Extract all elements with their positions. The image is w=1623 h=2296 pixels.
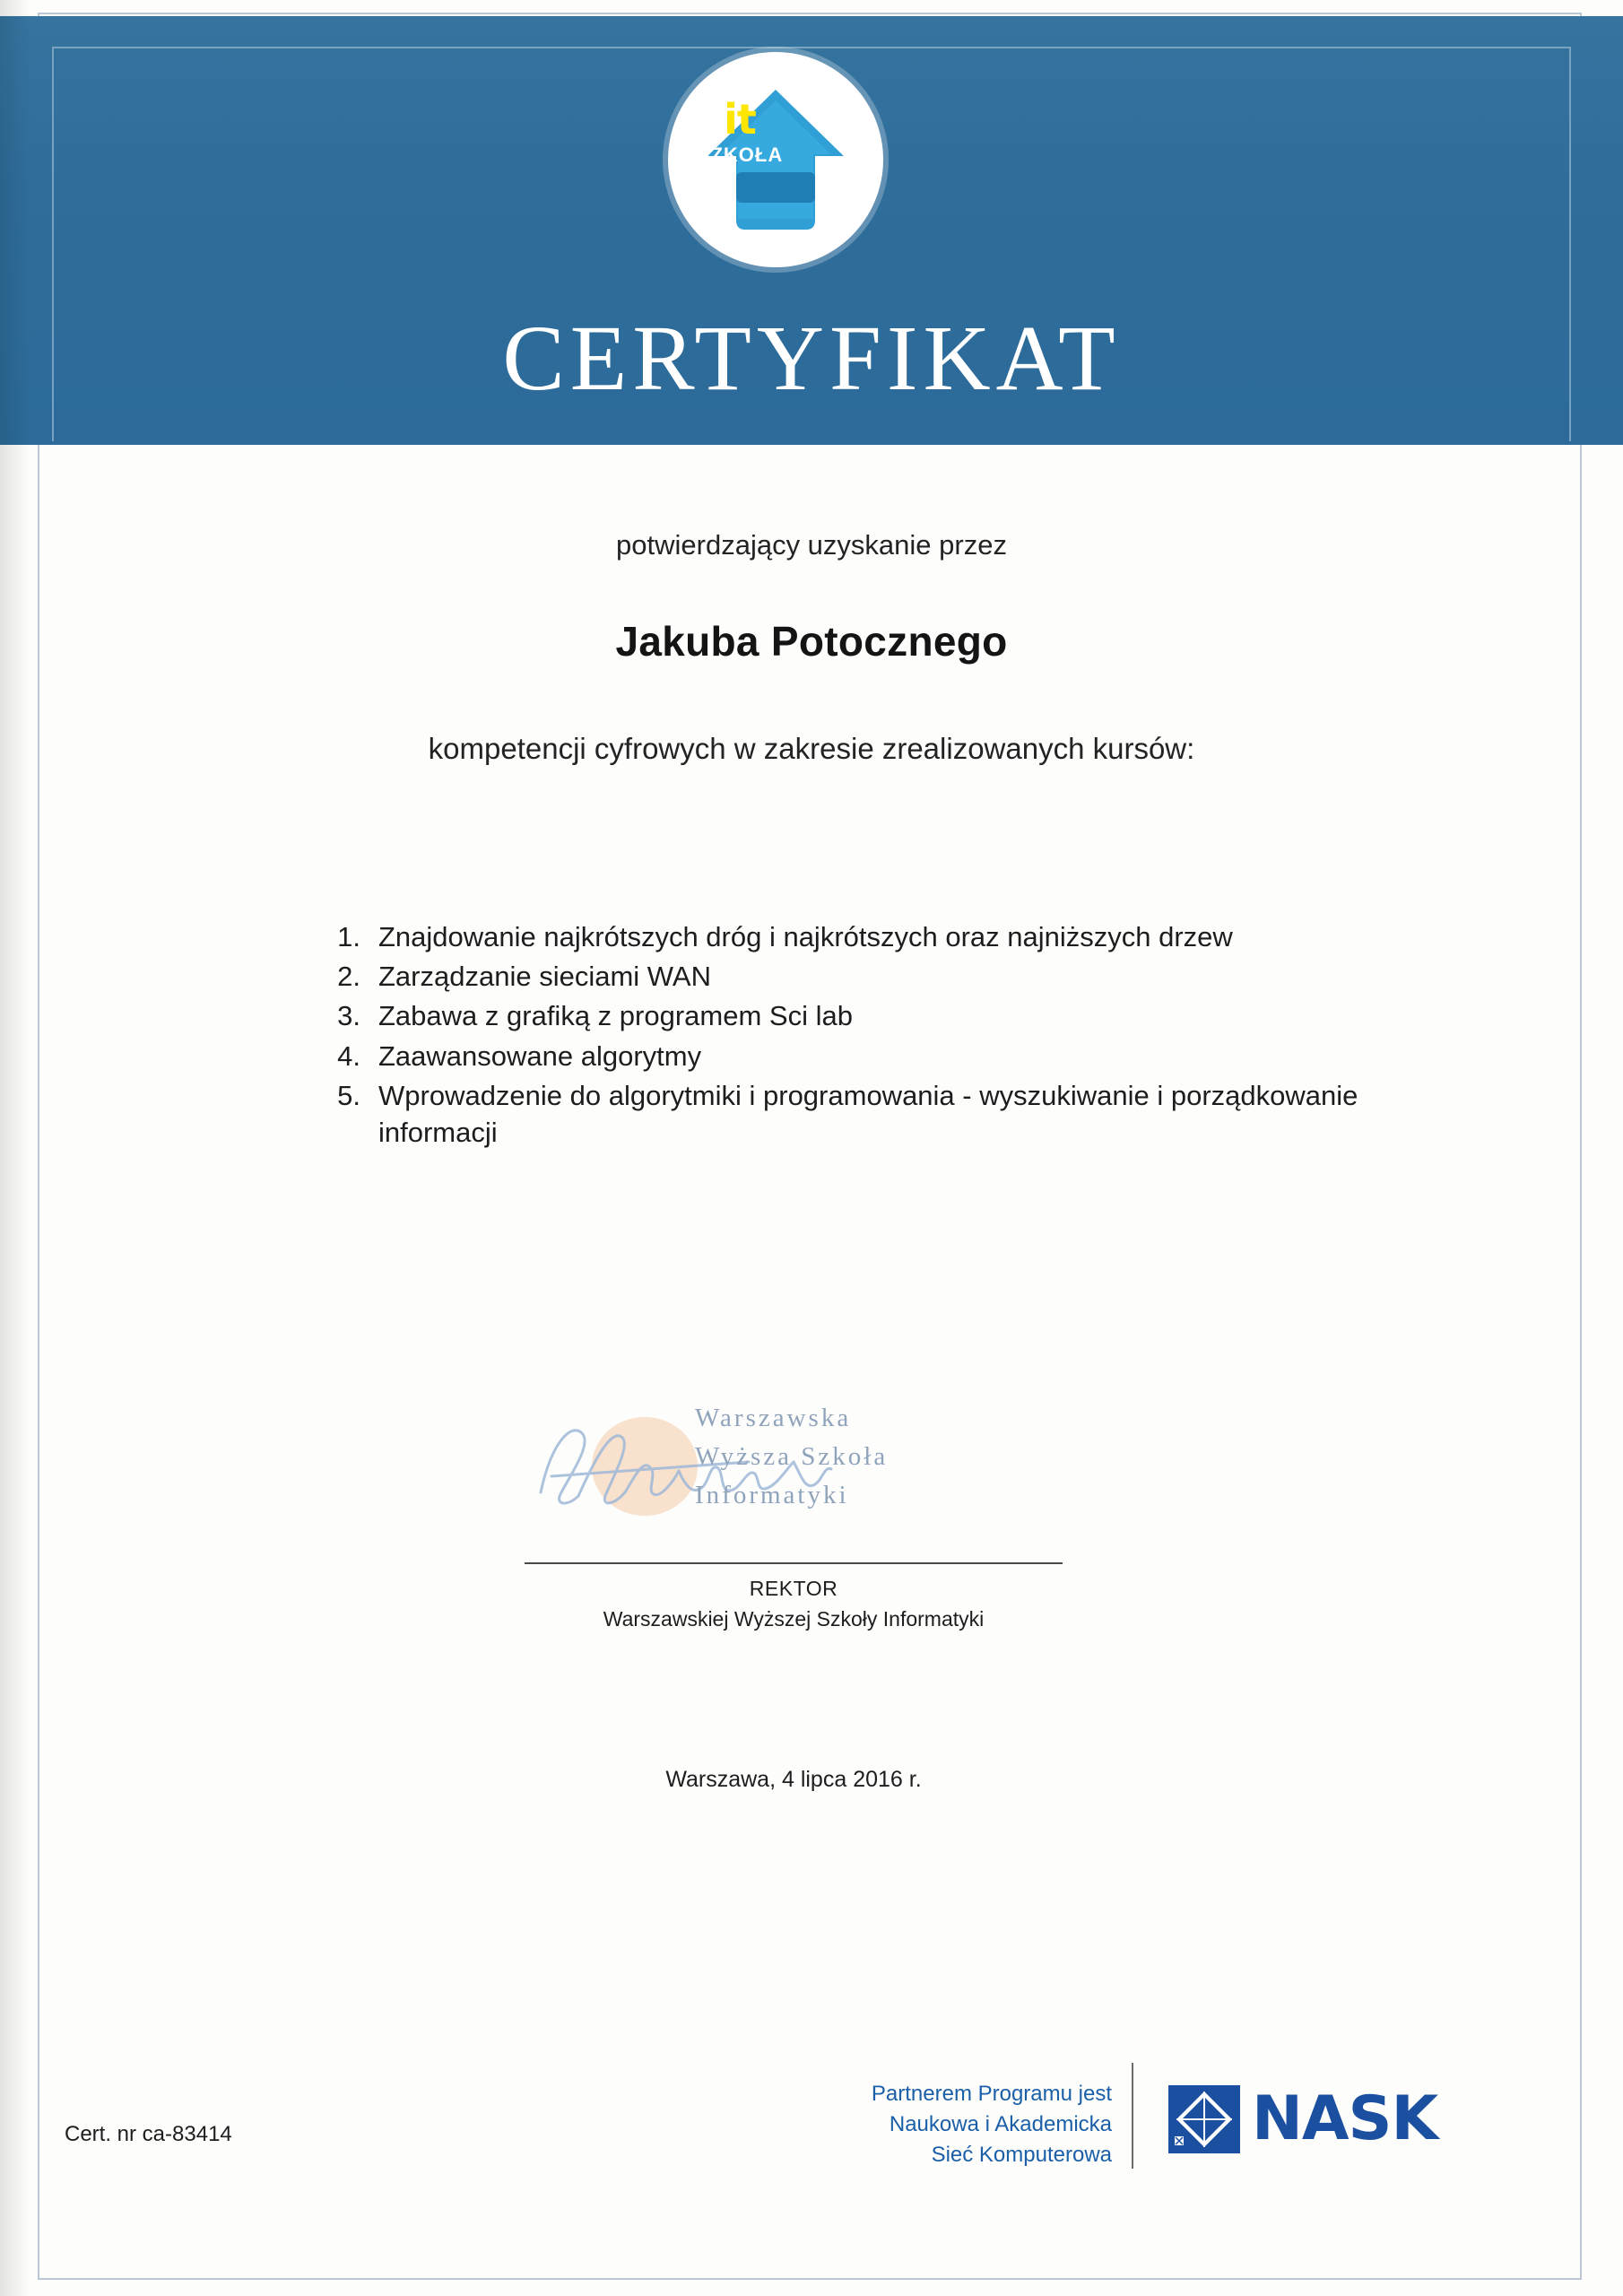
- list-item: [314, 958, 1497, 995]
- certificate-header: [0, 16, 1623, 445]
- intro-line: potwierdzający uzyskanie przez: [616, 529, 1007, 561]
- course-number: 4.: [337, 1039, 360, 1072]
- signatory-role: REKTOR: [749, 1577, 838, 1600]
- list-item: [314, 1077, 1497, 1151]
- course-title: Zarządzanie sieciami WAN: [378, 961, 711, 993]
- scope-line: kompetencji cyfrowych w zakresie zrealizowanych kursów:: [428, 732, 1195, 765]
- partner-line-3: Sieć Komputerowa: [931, 2143, 1112, 2168]
- list-item: [314, 997, 1497, 1034]
- nask-wordmark: NASK: [1252, 2083, 1438, 2154]
- signature-rule: [525, 1562, 1063, 1564]
- course-number: 2.: [337, 961, 360, 993]
- certificate-number: Cert. nr ca-83414: [65, 2122, 232, 2146]
- course-title: Zabawa z grafiką z programem Sci lab: [378, 1000, 853, 1032]
- logo-it-text: it: [724, 95, 756, 144]
- footer-divider: [1132, 2063, 1133, 2169]
- place-and-date: Warszawa, 4 lipca 2016 r.: [665, 1767, 922, 1792]
- logo-szkola-text: SZKOŁA: [696, 144, 784, 166]
- certificate-body: [0, 445, 1623, 1153]
- course-title: Znajdowanie najkrótszych dróg i najkrótszych oraz najniższych drzew: [378, 921, 1233, 952]
- list-item: [314, 1038, 1497, 1074]
- wwsi-line-2: Wyższa Szkoła: [695, 1441, 889, 1471]
- recipient-name: Jakuba Potocznego: [615, 618, 1008, 665]
- wwsi-watermark: [695, 1399, 1054, 1515]
- course-list: [314, 918, 1497, 1151]
- course-number: 5.: [337, 1079, 360, 1111]
- wwsi-line-3: Informatyki: [695, 1480, 849, 1509]
- list-item: [314, 918, 1497, 955]
- wwsi-line-1: Warszawska: [695, 1404, 852, 1432]
- course-number: 1.: [337, 921, 360, 952]
- course-number: 3.: [337, 1000, 360, 1032]
- partner-text: [789, 2079, 1112, 2170]
- signatory-organisation: Warszawskiej Wyższej Szkoły Informatyki: [603, 1607, 985, 1631]
- course-title: Wprowadzenie do algorytmiki i programowania - wyszukiwanie i porządkowanie informacji: [378, 1079, 1358, 1149]
- partner-line-1: Partnerem Programu jest: [871, 2082, 1112, 2106]
- page-title: CERTYFIKAT: [502, 307, 1121, 410]
- nask-mark-icon: [1166, 2083, 1243, 2156]
- partner-line-2: Naukowa i Akademicka: [889, 2112, 1112, 2137]
- course-title: Zaawansowane algorytmy: [378, 1039, 702, 1072]
- it-szkola-logo: [668, 52, 883, 267]
- nask-logo: [1166, 2081, 1542, 2158]
